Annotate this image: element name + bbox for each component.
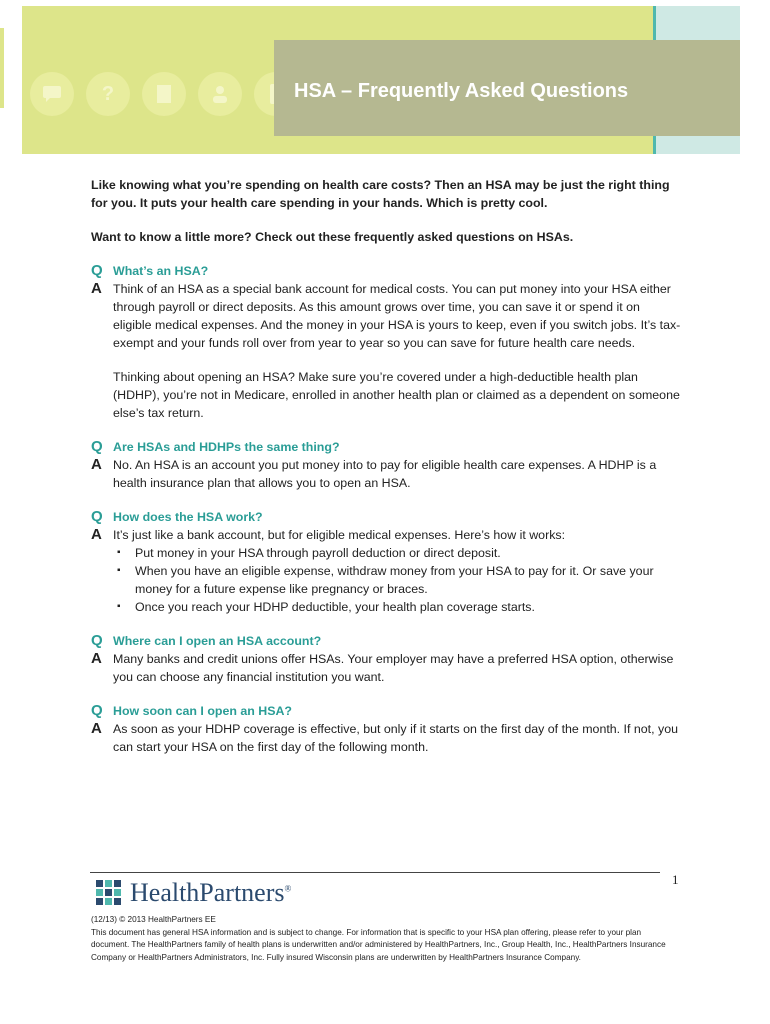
faq-answer-row — [91, 456, 681, 492]
faq-question: What’s an HSA? — [113, 264, 209, 278]
header-left-accent — [0, 28, 4, 108]
person-icon — [198, 72, 242, 116]
page-number: 1 — [672, 872, 679, 887]
document-icon — [142, 72, 186, 116]
faq-item — [91, 262, 681, 422]
copyright: (12/13) © 2013 HealthPartners EE — [91, 915, 216, 924]
faq-answer: No. An HSA is an account you put money into to pay for eligible health care expenses. A HDHP is a health insurance plan that allows you to open an HSA. — [113, 458, 657, 490]
header-icon-row — [30, 72, 298, 116]
faq-question: Are HSAs and HDHPs the same thing? — [113, 440, 340, 454]
footer-rule — [90, 872, 660, 873]
bullet-list — [113, 544, 681, 616]
faq-question-row — [91, 632, 681, 650]
q-marker: Q — [91, 262, 103, 279]
a-marker: A — [91, 456, 102, 473]
q-marker: Q — [91, 632, 103, 649]
faq-answer: It’s just like a bank account, but for eligible medical expenses. Here’s how it works: — [113, 528, 566, 542]
list-item: ▪ Put money in your HSA through payroll deduction or direct deposit. — [135, 544, 681, 562]
faq-question-row — [91, 438, 681, 456]
faq-question: How does the HSA work? — [113, 510, 263, 524]
a-marker: A — [91, 650, 102, 667]
logo-name: HealthPartners — [130, 878, 285, 907]
healthpartners-logo-mark-icon — [96, 880, 122, 906]
faq-answer: Thinking about opening an HSA? Make sure you’re covered under a high-deductible health plan (HDHP), you’re not in Medicare, enrolled in another health plan or claimed as a dependent on someone else’s tax return. — [113, 370, 680, 420]
q-marker: Q — [91, 702, 103, 719]
faq-item — [91, 508, 681, 616]
page-title: HSA – Frequently Asked Questions — [294, 80, 629, 102]
q-marker: Q — [91, 508, 103, 525]
faq-item — [91, 702, 681, 756]
q-marker: Q — [91, 438, 103, 455]
faq-item — [91, 632, 681, 686]
question-icon: ? — [86, 72, 130, 116]
a-marker: A — [91, 720, 102, 737]
a-marker: A — [91, 526, 102, 543]
intro-lead-2: Want to know a little more? Check out these frequently asked questions on HSAs. — [91, 230, 574, 244]
logo-wordmark — [130, 878, 291, 908]
faq-question-row — [91, 702, 681, 720]
faq-answer-row — [91, 526, 681, 616]
list-item: ▪ Once you reach your HDHP deductible, your health plan coverage starts. — [135, 598, 681, 616]
faq-answer-row — [91, 280, 681, 422]
faq-answer: As soon as your HDHP coverage is effective, but only if it starts on the first day of the month. If not, you can start your HSA on the first day of the following month. — [113, 722, 678, 754]
faq-answer-row — [91, 720, 681, 756]
a-marker: A — [91, 280, 102, 297]
chat-icon — [30, 72, 74, 116]
footer-text — [91, 914, 681, 964]
faq-question: Where can I open an HSA account? — [113, 634, 322, 648]
faq-answer-row — [91, 650, 681, 686]
faq-item — [91, 438, 681, 492]
intro-lead: Like knowing what you’re spending on health care costs? Then an HSA may be just the right thing for you. It puts your health care spending in your hands. Which is pretty cool. — [91, 178, 670, 210]
faq-question-row — [91, 262, 681, 280]
faq-question: How soon can I open an HSA? — [113, 704, 292, 718]
healthpartners-logo — [96, 878, 291, 908]
faq-answer: Many banks and credit unions offer HSAs. Your employer may have a preferred HSA option, otherwise you can choose any financial institution you want. — [113, 652, 674, 684]
logo-registered-mark: ® — [284, 883, 292, 894]
disclaimer: This document has general HSA information and is subject to change. For information that is specific to your HSA plan offering, please refer to your plan document. The HealthPartners family of health plans is underwritten and/or administered by HealthPartners, Inc., Group Health, Inc., HealthPartners Insurance Company or HealthPartners Administrators, Inc. Fully insured Wisconsin plans are underwritten by HealthPartners Insurance Company. — [91, 927, 666, 962]
faq-answer: Think of an HSA as a special bank account for medical costs. You can put money into your HSA either through payroll or direct deposits. As this amount grows over time, you can save it or spend it on eligible medical expenses. And the money in your HSA is yours to keep, even if you switch jobs. It’s tax-exempt and your funds roll over from year to year so you can save for future health care needs. — [113, 282, 681, 350]
main-content — [91, 176, 681, 756]
faq-question-row — [91, 508, 681, 526]
list-item: ▪ When you have an eligible expense, withdraw money from your HSA to pay for it. Or save your money for a future expense like pregnancy or braces. — [135, 562, 681, 598]
